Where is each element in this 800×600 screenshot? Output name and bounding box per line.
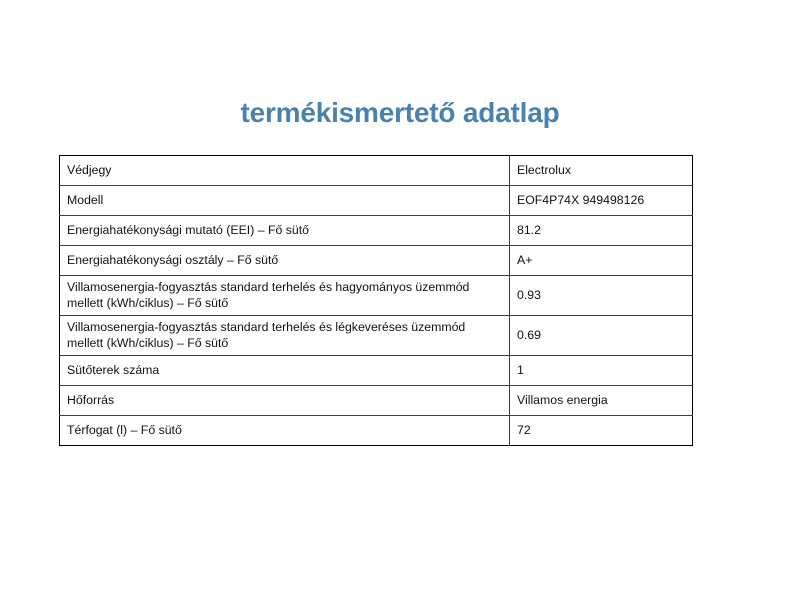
specification-table-body	[60, 156, 693, 446]
table-row	[60, 186, 693, 216]
spec-label-cell: Energiahatékonysági mutató (EEI) – Fő sütő	[60, 216, 510, 246]
table-row	[60, 416, 693, 446]
spec-value-cell: Electrolux	[510, 156, 693, 186]
spec-label-cell: Hőforrás	[60, 386, 510, 416]
spec-label-cell: Villamosenergia-fogyasztás standard terhelés és hagyományos üzemmód mellett (kWh/ciklus) – Fő sütő	[60, 276, 510, 316]
spec-label-cell: Modell	[60, 186, 510, 216]
spec-value-cell: 0.93	[510, 276, 693, 316]
spec-value-cell: Villamos energia	[510, 386, 693, 416]
spec-value-cell: 72	[510, 416, 693, 446]
spec-label-cell: Védjegy	[60, 156, 510, 186]
specification-table	[59, 155, 693, 446]
spec-label-cell: Térfogat (l) – Fő sütő	[60, 416, 510, 446]
spec-value-cell: 1	[510, 356, 693, 386]
table-row	[60, 246, 693, 276]
table-row	[60, 316, 693, 356]
table-row	[60, 156, 693, 186]
spec-label-cell: Sütőterek száma	[60, 356, 510, 386]
spec-value-cell: 0.69	[510, 316, 693, 356]
spec-label-cell: Villamosenergia-fogyasztás standard terhelés és légkeveréses üzemmód mellett (kWh/ciklus) – Fő sütő	[60, 316, 510, 356]
table-row	[60, 216, 693, 246]
spec-value-cell: 81.2	[510, 216, 693, 246]
table-row	[60, 276, 693, 316]
table-row	[60, 386, 693, 416]
table-row	[60, 356, 693, 386]
spec-value-cell: A+	[510, 246, 693, 276]
specification-table-container	[59, 155, 692, 446]
page-title: termékismertető adatlap	[240, 97, 560, 128]
spec-value-cell: EOF4P74X 949498126	[510, 186, 693, 216]
spec-label-cell: Energiahatékonysági osztály – Fő sütő	[60, 246, 510, 276]
